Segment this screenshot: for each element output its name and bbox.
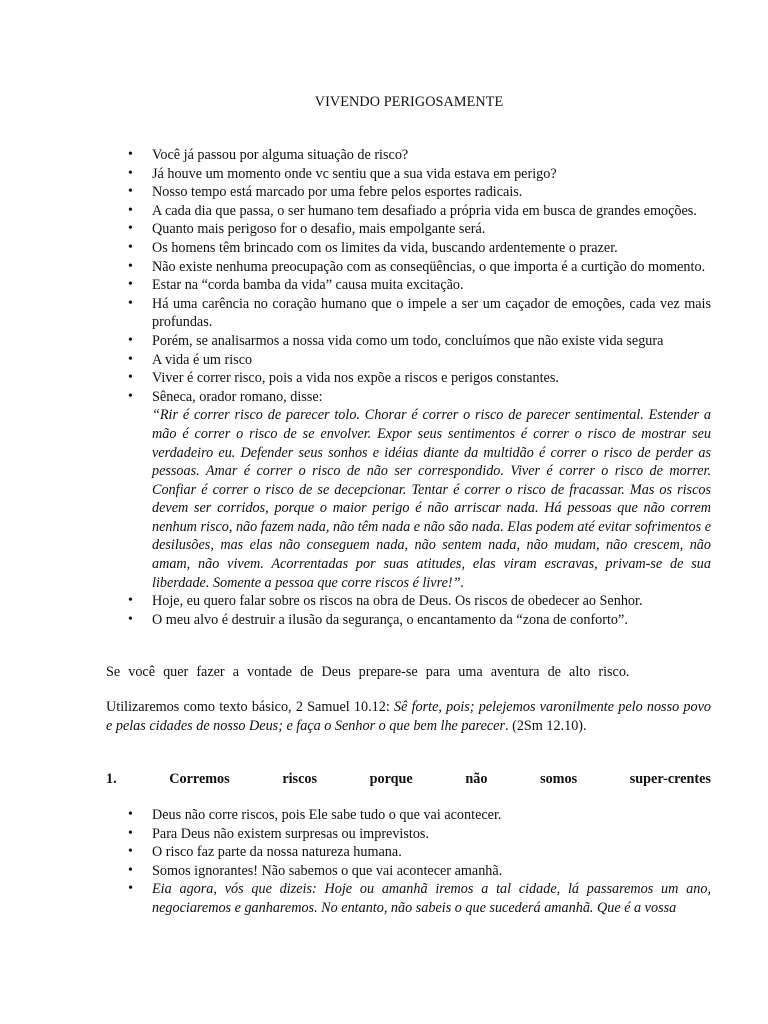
bullet-list-intro — [0, 146, 711, 629]
paragraph-base-text — [106, 698, 711, 735]
list-item-seneca — [0, 388, 711, 593]
heading-word: não — [465, 771, 488, 787]
list-item: • Estar na “corda bamba da vida” causa muita excitação. — [0, 276, 711, 295]
section-heading-1 — [106, 770, 711, 789]
document-title: VIVENDO PERIGOSAMENTE — [314, 94, 504, 110]
heading-word: 1. — [106, 771, 117, 787]
list-item: • Já houve um momento onde vc sentiu que a sua vida estava em perigo? — [0, 165, 711, 184]
base-text-lead: Utilizaremos como texto básico, 2 Samuel 10.12: — [106, 699, 394, 715]
list-item: • Hoje, eu quero falar sobre os riscos na obra de Deus. Os riscos de obedecer ao Senhor. — [0, 592, 711, 611]
list-item-quote: • Eia agora, vós que dizeis: Hoje ou amanhã iremos a tal cidade, lá passaremos um ano, negociaremos e ganharemos. No entanto, não sabeis o que sucederá amanhã. Que é a vossa — [0, 880, 711, 917]
list-item: • A vida é um risco — [0, 351, 711, 370]
heading-word: somos — [540, 771, 578, 787]
list-item: • Você já passou por alguma situação de risco? — [0, 146, 711, 165]
list-item: • Não existe nenhuma preocupação com as conseqüências, o que importa é a curtição do momento. — [0, 258, 711, 277]
heading-word: super-crentes — [629, 771, 711, 787]
list-item: • A cada dia que passa, o ser humano tem desafiado a própria vida em busca de grandes emoções. — [0, 202, 711, 221]
base-text-reference: . (2Sm 12.10). — [505, 717, 587, 734]
list-item: • Para Deus não existem surpresas ou imprevistos. — [0, 825, 711, 844]
list-item: • Há uma carência no coração humano que o impele a ser um caçador de emoções, cada vez mais profundas. — [0, 295, 711, 332]
bullet-list-section-1 — [0, 806, 711, 918]
base-text-verse: Sê forte, pois; pelejemos varonilmente pelo nosso povo e pelas cidades de nosso Deus; e faça o Senhor o que bem lhe parecer — [106, 699, 711, 734]
paragraph-adventure: Se você quer fazer a vontade de Deus prepare-se para uma aventura de alto risco. — [106, 664, 630, 680]
list-item: • Nosso tempo está marcado por uma febre pelos esportes radicais. — [0, 183, 711, 202]
list-item: • Os homens têm brincado com os limites da vida, buscando ardentemente o prazer. — [0, 239, 711, 258]
list-item: • Porém, se analisarmos a nossa vida como um todo, concluímos que não existe vida segura — [0, 332, 711, 351]
list-item: • Viver é correr risco, pois a vida nos expõe a riscos e perigos constantes. — [0, 369, 711, 388]
seneca-intro: Sêneca, orador romano, disse: — [152, 388, 323, 405]
seneca-quote: “Rir é correr risco de parecer tolo. Chorar é correr o risco de parecer sentimental. Estender a mão é correr o risco de se envolver. Expor seus sentimentos é correr o risco de mostrar seu verdadeiro eu. Defender seus sonhos e idéias diante da multidão é correr o risco de perder as pessoas. Amar é correr o risco de não ser correspondido. Viver é correr o risco de morrer. Confiar é correr o risco de se decepcionar. Tentar é correr o risco de fracassar. Mas os riscos devem ser corridos, porque o maior perigo é não arriscar nada. Há pessoas que não correm nenhum risco, não fazem nada, não têm nada e não são nada. Elas podem até evitar sofrimentos e desilusões, mas elas não conseguem nada, não sentem nada, não mudam, não crescem, não amam, não vivem. Acorrentadas por suas atitudes, elas viram escravas, privam-se de sua liberdade. Somente a pessoa que corre riscos é livre!”. — [152, 407, 711, 591]
list-item: • Quanto mais perigoso for o desafio, mais empolgante será. — [0, 220, 711, 239]
list-item: • O meu alvo é destruir a ilusão da segurança, o encantamento da “zona de conforto”. — [0, 611, 711, 630]
heading-word: riscos — [282, 771, 317, 787]
list-item: • O risco faz parte da nossa natureza humana. — [0, 843, 711, 862]
list-item: • Deus não corre riscos, pois Ele sabe tudo o que vai acontecer. — [0, 806, 711, 825]
heading-word: porque — [369, 771, 413, 787]
heading-word: Corremos — [169, 771, 230, 787]
list-item: • Somos ignorantes! Não sabemos o que vai acontecer amanhã. — [0, 862, 711, 881]
